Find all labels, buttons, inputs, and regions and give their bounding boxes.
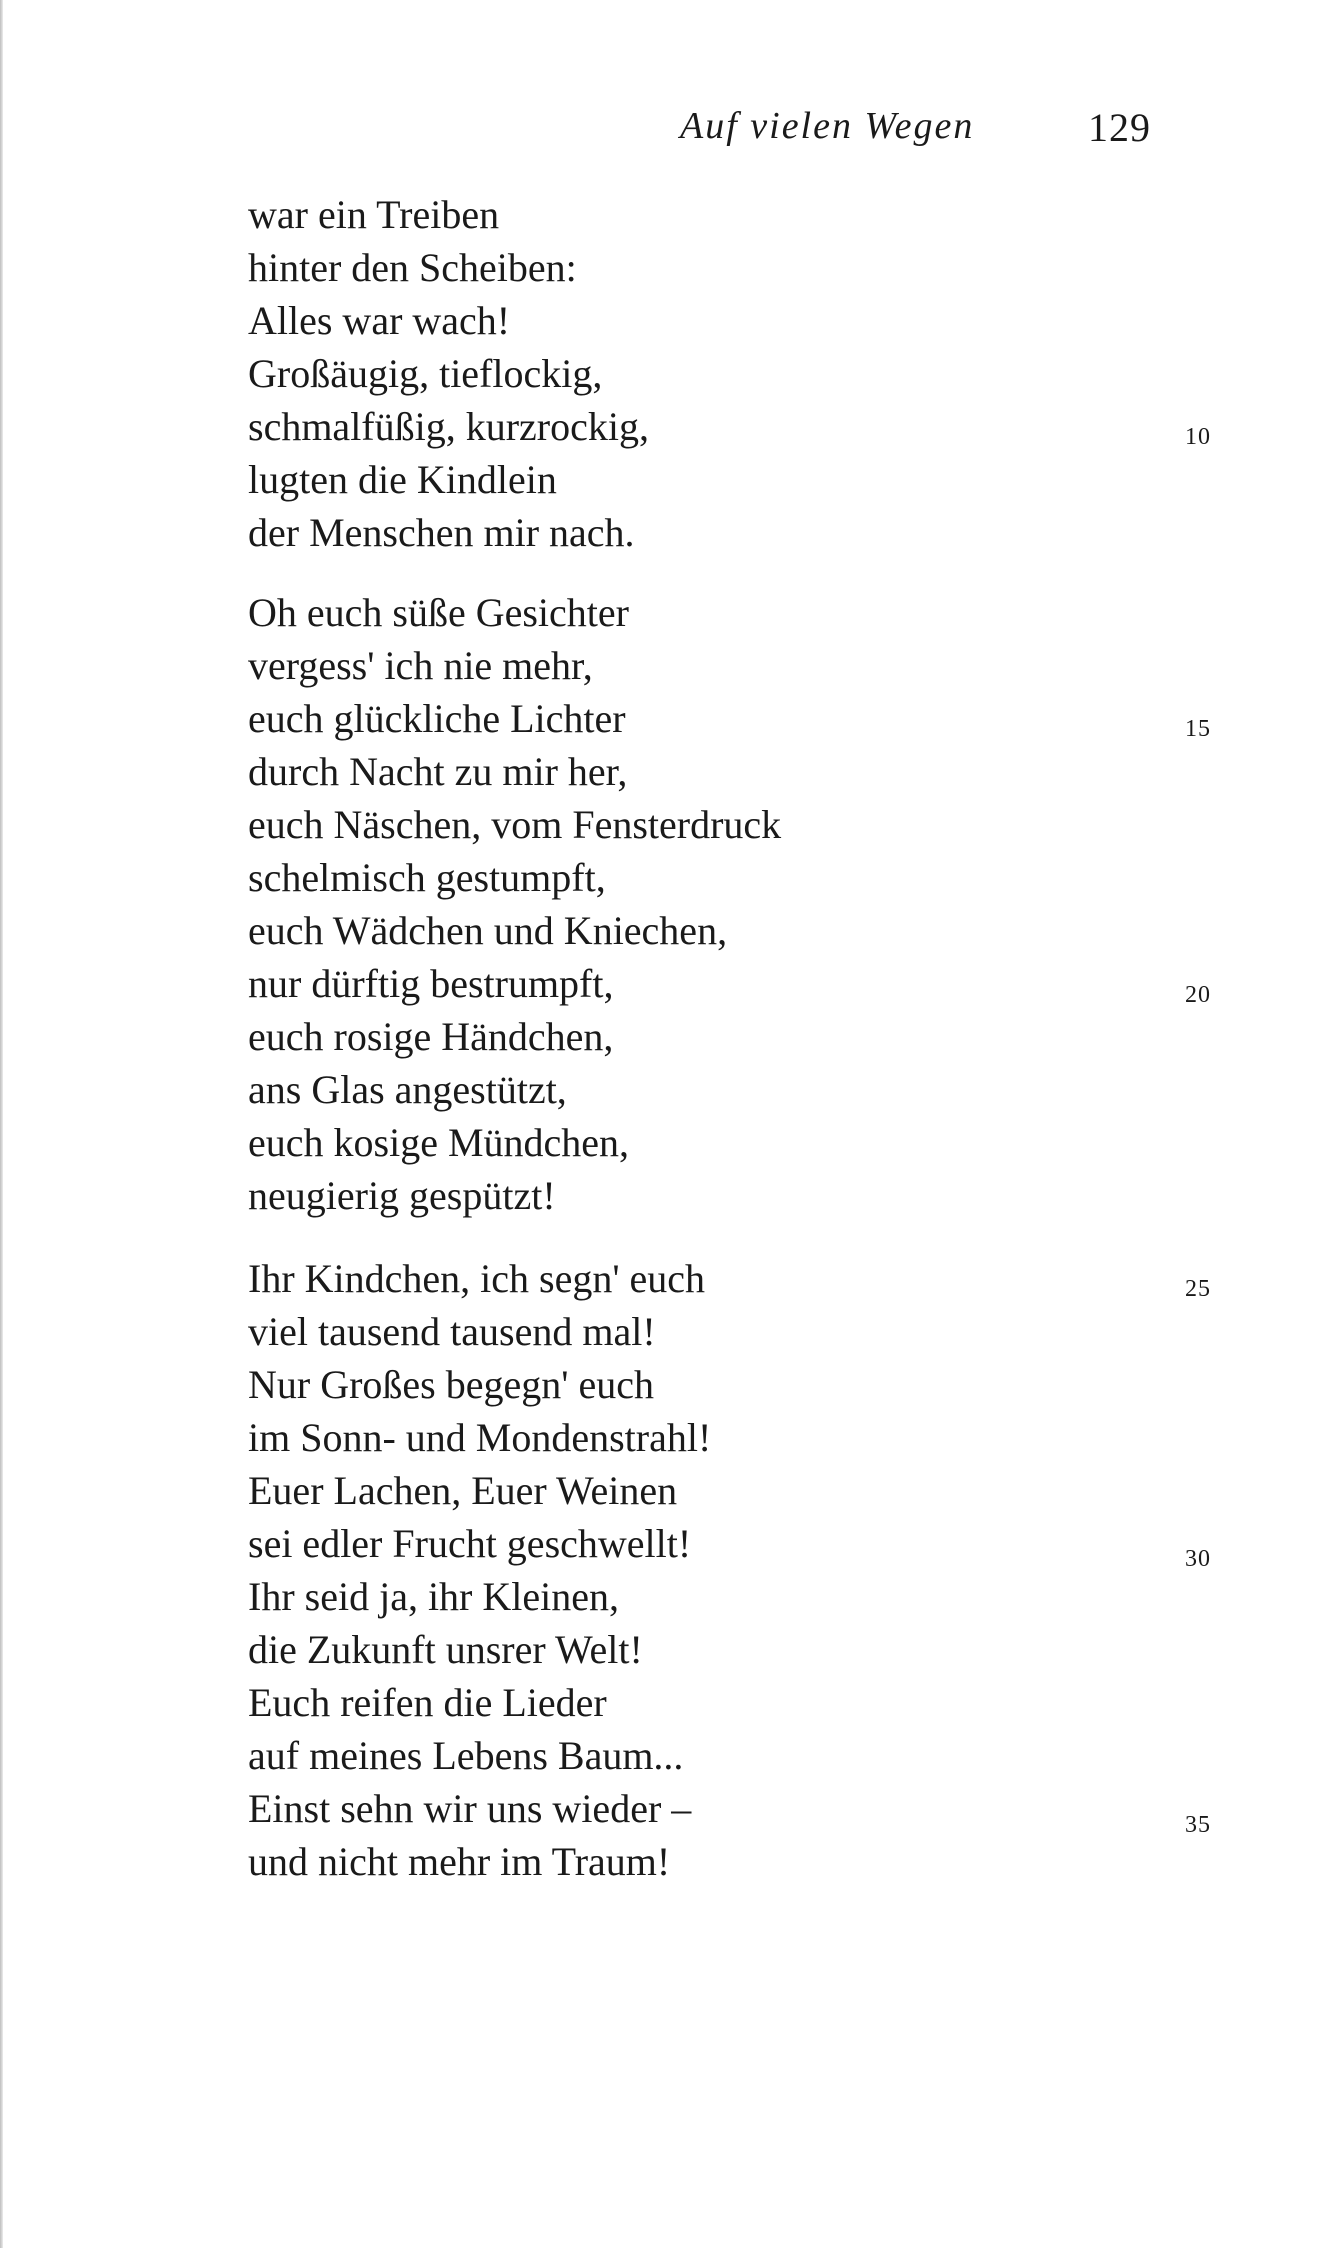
poem-line: ans Glas angestützt, [248,1067,567,1112]
poem-line: Großäugig, tieflockig, [248,351,603,396]
poem-line: Ihr seid ja, ihr Kleinen, [248,1574,619,1619]
poem-line: euch kosige Mündchen, [248,1120,630,1165]
poem-line: Oh euch süße Gesichter [248,590,629,635]
line-number: 25 [1185,1276,1211,1302]
poem-line: Einst sehn wir uns wieder – [248,1786,692,1831]
poem-line: vergess' ich nie mehr, [248,643,593,688]
poem-line: euch Wädchen und Kniechen, [248,908,728,953]
poem-line: war ein Treiben [248,192,500,237]
poem-line: euch Näschen, vom Fensterdruck [248,802,782,847]
poem-line: durch Nacht zu mir her, [248,749,628,794]
running-title: Auf vielen Wegen [680,105,975,147]
poem-line: neugierig gespützt! [248,1173,556,1218]
stanza-3 [248,1252,711,1888]
poem-line: lugten die Kindlein [248,457,557,502]
poem-line: Alles war wach! [248,298,511,343]
line-number: 15 [1185,716,1211,742]
book-spine-edge [0,0,3,2248]
line-number: 35 [1185,1812,1211,1838]
poem-line: sei edler Frucht geschwellt! [248,1521,692,1566]
stanza-2 [248,586,781,1222]
poem-line: schmalfüßig, kurzrockig, [248,404,649,449]
poem-line: Euer Lachen, Euer Weinen [248,1468,678,1513]
line-number: 20 [1185,982,1211,1008]
stanza-1 [248,188,649,559]
poem-line: Euch reifen die Lieder [248,1680,607,1725]
poem-line: schelmisch gestumpft, [248,855,606,900]
poem-line: die Zukunft unsrer Welt! [248,1627,643,1672]
line-number: 30 [1185,1546,1211,1572]
poem-line: nur dürftig bestrumpft, [248,961,614,1006]
poem-line: und nicht mehr im Traum! [248,1839,671,1884]
poem-line: im Sonn- und Mondenstrahl! [248,1415,712,1460]
poem-line: euch glückliche Lichter [248,696,626,741]
poem-line: euch rosige Händchen, [248,1014,614,1059]
poem-line: der Menschen mir nach. [248,510,635,555]
poem-line: auf meines Lebens Baum... [248,1733,684,1778]
line-number: 10 [1185,424,1211,450]
poem-line: Ihr Kindchen, ich segn' euch [248,1256,706,1301]
poem-line: viel tausend tausend mal! [248,1309,656,1354]
poem-line: hinter den Scheiben: [248,245,577,290]
page-number: 129 [1088,105,1151,150]
poem-line: Nur Großes begegn' euch [248,1362,654,1407]
